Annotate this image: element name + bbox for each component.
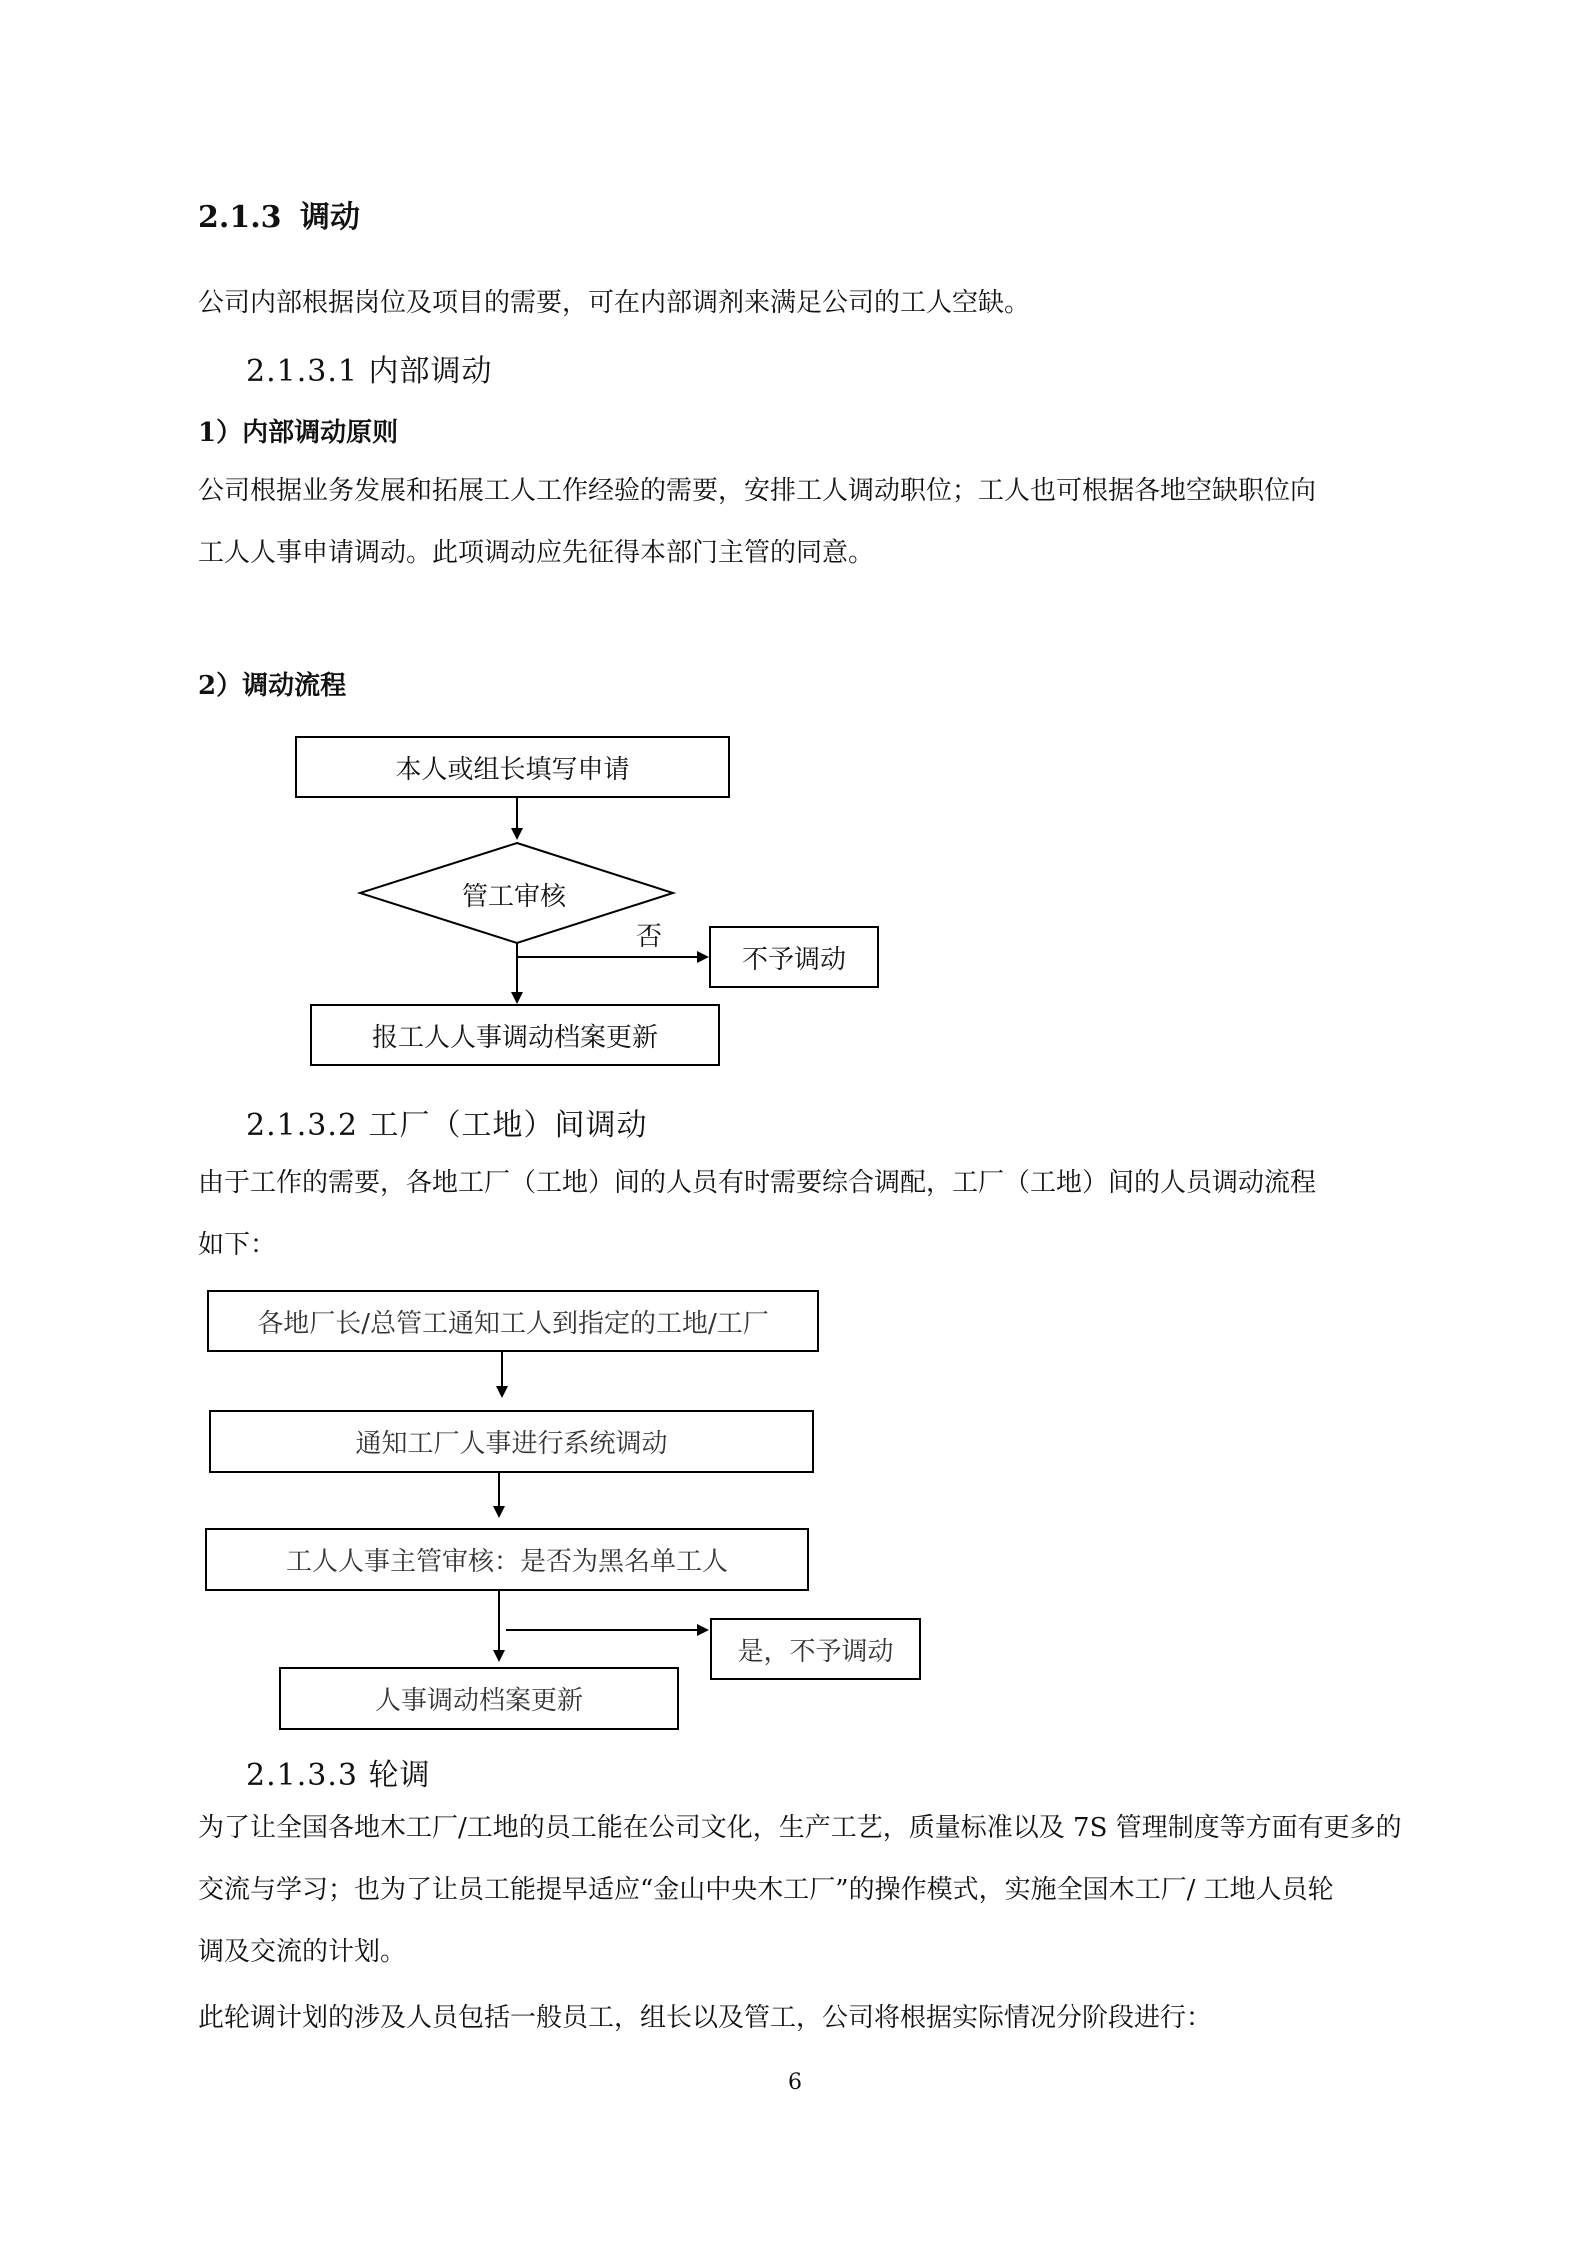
- principle-heading: 1）内部调动原则: [198, 418, 399, 448]
- flow2-step-review: 工人人事主管审核：是否为黑名单工人: [205, 1528, 809, 1591]
- flow1-no-label: 否: [636, 922, 663, 952]
- principle-line-1: 公司根据业务发展和拓展工人工作经验的需要，安排工人调动职位；工人也可根据各地空缺职位向: [198, 476, 1317, 506]
- section-2133-line-1: 为了让全国各地木工厂/工地的员工能在公司文化，生产工艺，质量标准以及 7S 管理制度等方面有更多的: [198, 1813, 1402, 1843]
- principle-line-2: 工人人事申请调动。此项调动应先征得本部门主管的同意。: [198, 538, 875, 568]
- page-number: 6: [788, 2070, 802, 2095]
- section-2132-line-2: 如下：: [198, 1230, 277, 1260]
- flow1-reject-box: 不予调动: [709, 926, 879, 988]
- section-heading-2-1-3-3: 2.1.3.3 轮调: [246, 1758, 431, 1793]
- section-heading-2-1-3-2: 2.1.3.2 工厂（工地）间调动: [246, 1108, 648, 1143]
- flow2-reject-box: 是，不予调动: [710, 1618, 921, 1680]
- section-title: 调动: [299, 200, 360, 235]
- flow1-final-box: 报工人人事调动档案更新: [310, 1004, 720, 1066]
- flow2-step-system: 通知工厂人事进行系统调动: [209, 1410, 814, 1473]
- section-2133-line-4: 此轮调计划的涉及人员包括一般员工，组长以及管工，公司将根据实际情况分阶段进行：: [198, 2003, 1213, 2033]
- flow1-step-apply: 本人或组长填写申请: [295, 736, 730, 798]
- section-heading-2-1-3-1: 2.1.3.1 内部调动: [246, 354, 493, 389]
- section-2132-line-1: 由于工作的需要，各地工厂（工地）间的人员有时需要综合调配，工厂（工地）间的人员调动流程: [198, 1168, 1317, 1198]
- flow2-final-box: 人事调动档案更新: [279, 1667, 679, 1730]
- intro-paragraph: 公司内部根据岗位及项目的需要，可在内部调剂来满足公司的工人空缺。: [198, 288, 1031, 318]
- section-2133-line-3: 调及交流的计划。: [198, 1937, 407, 1967]
- section-2133-line-2: 交流与学习；也为了让员工能提早适应“金山中央木工厂”的操作模式，实施全国木工厂/ 工地人员轮: [198, 1875, 1334, 1905]
- flow1-decision-label: 管工审核: [462, 882, 567, 912]
- process-heading: 2）调动流程: [198, 671, 347, 701]
- section-number: 2.1.3: [198, 200, 282, 235]
- flow2-step-notify: 各地厂长/总管工通知工人到指定的工地/工厂: [207, 1290, 819, 1352]
